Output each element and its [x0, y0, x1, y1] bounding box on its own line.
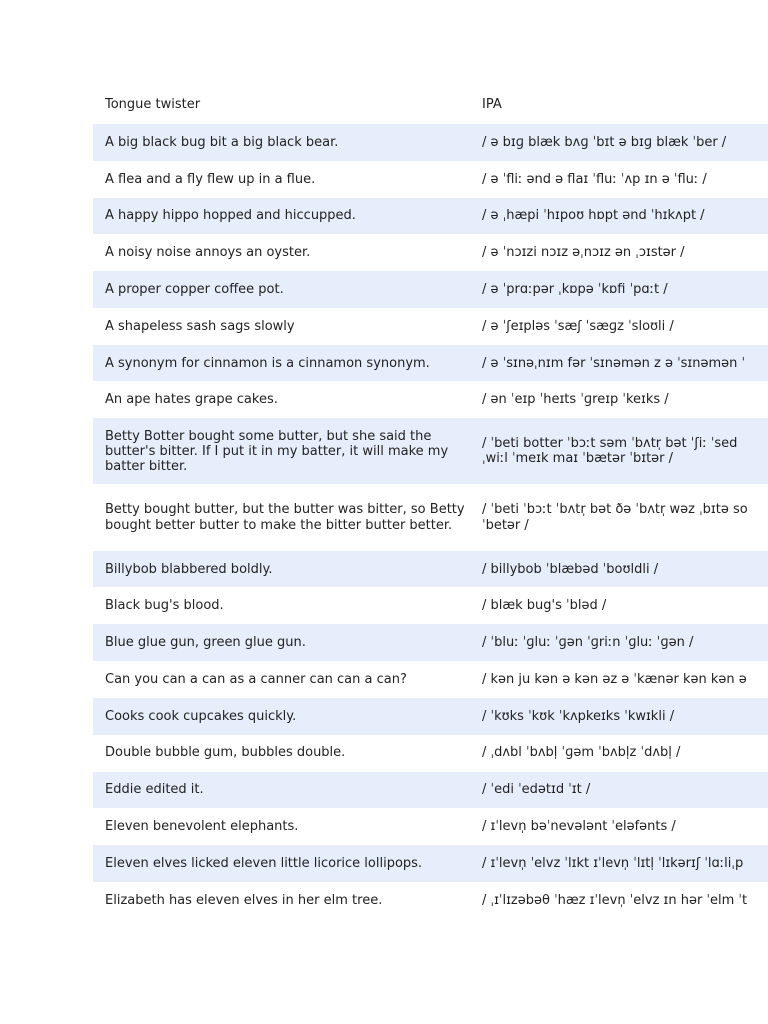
twister-cell: Eddie edited it.: [105, 782, 204, 798]
ipa-cell: / ˈbluː ˈɡluː ˈɡən ˈɡriːn ˈɡluː ˈɡən /: [482, 635, 694, 651]
twister-cell: Blue glue gun, green glue gun.: [105, 635, 306, 651]
twister-cell: Double bubble gum, bubbles double.: [105, 745, 346, 761]
table-row: [93, 735, 768, 772]
ipa-cell: / ˈbeti botter ˈbɔːt səm ˈbʌtr̩ bət ˈʃiː ˈsed ˌwiːl ˈmeɪk maɪ ˈbætər ˈbɪtər /: [482, 436, 738, 467]
ipa-cell: / blæk bug's ˈbləd /: [482, 598, 607, 614]
twister-cell: A proper copper coffee pot.: [105, 282, 284, 297]
ipa-cell: / ən ˈeɪp ˈheɪts ˈɡreɪp ˈkeɪks /: [482, 392, 669, 408]
ipa-cell: / ˌɪˈlɪzəbəθ ˈhæz ɪˈlevn̩ ˈelvz ɪn hər ˈelm ˈt: [482, 892, 748, 908]
ipa-cell: / ɪˈlevn̩ bəˈnevələnt ˈeləfənts /: [482, 818, 676, 834]
table-row: [93, 845, 768, 882]
twister-cell: Eleven benevolent elephants.: [105, 818, 299, 834]
ipa-cell: / ˈkʊks ˈkʊk ˈkʌpkeɪks ˈkwɪkli /: [482, 708, 675, 724]
table-row: [93, 624, 768, 661]
table-row: [93, 588, 768, 625]
table-row: [93, 382, 768, 419]
tongue-twister-table: [93, 86, 768, 919]
ipa-cell: / ə ˈnɔɪzi nɔɪz əˌnɔɪz ən ˌɔɪstər /: [482, 245, 685, 261]
ipa-cell: / ˌdʌbl ˈbʌbl̩ ˈɡəm ˈbʌbl̩z ˈdʌbl̩ /: [482, 745, 681, 761]
ipa-cell: / ə bɪɡ blæk bʌɡ ˈbɪt ə bɪɡ blæk ˈber /: [482, 134, 727, 150]
twister-cell: Cooks cook cupcakes quickly.: [105, 708, 297, 724]
ipa-cell: / ə ˈʃeɪpləs ˈsæʃ ˈsæɡz ˈsloʊli /: [482, 318, 674, 334]
ipa-cell: / ə ˈprɑːpər ˌkɒpə ˈkɒfi ˈpɑːt /: [482, 282, 668, 297]
twister-cell: A happy hippo hopped and hiccupped.: [105, 208, 356, 224]
twister-cell: A shapeless sash sags slowly: [105, 318, 295, 334]
table-row: [93, 485, 768, 551]
twister-cell: Betty Botter bought some butter, but she said the butter's bitter. If I put it in my batter, it will make my batter bitter.: [105, 428, 449, 475]
table-row: [93, 235, 768, 272]
twister-cell: Black bug's blood.: [105, 598, 224, 614]
ipa-cell: / kən ju kən ə kən əz ə ˈkænər kən kən ə: [482, 671, 747, 687]
table-row: [93, 698, 768, 735]
twister-cell: Betty bought butter, but the butter was bitter, so Betty bought better butter to make the bitter butter better.: [105, 502, 465, 533]
table-row: [93, 345, 768, 382]
twister-cell: A synonym for cinnamon is a cinnamon synonym.: [105, 355, 430, 371]
twister-cell: Billybob blabbered boldly.: [105, 561, 273, 577]
twister-cell: Elizabeth has eleven elves in her elm tree.: [105, 892, 383, 908]
twister-cell: An ape hates grape cakes.: [105, 392, 278, 408]
table-row: [93, 271, 768, 308]
table-row: [93, 161, 768, 198]
table-header-row: [93, 86, 768, 124]
ipa-cell: / ə ˌhæpi ˈhɪpoʊ hɒpt ənd ˈhɪkʌpt /: [482, 208, 705, 224]
table-row: [93, 808, 768, 845]
ipa-cell: / billybob ˈblæbəd ˈboʊldli /: [482, 561, 659, 577]
twister-cell: A noisy noise annoys an oyster.: [105, 245, 311, 261]
table-row: [93, 661, 768, 698]
twister-cell: Can you can a can as a canner can can a can?: [105, 671, 407, 687]
ipa-cell: / ə ˈsɪnəˌnɪm fər ˈsɪnəmən z ə ˈsɪnəmən ˈ: [482, 355, 746, 371]
table-row: [93, 198, 768, 235]
ipa-cell: / ə ˈfliː ənd ə flaɪ ˈfluː ˈʌp ɪn ə ˈfluː /: [482, 171, 707, 187]
table-row: [93, 551, 768, 588]
ipa-cell: / ˈedi ˈedətɪd ˈɪt /: [482, 782, 591, 798]
header-ipa: IPA: [482, 97, 502, 113]
ipa-cell: / ɪˈlevn̩ ˈelvz ˈlɪkt ɪˈlevn̩ ˈlɪtl̩ ˈlɪkərɪʃ ˈlɑːliˌp: [482, 855, 744, 871]
ipa-cell: / ˈbeti ˈbɔːt ˈbʌtr̩ bət ðə ˈbʌtr̩ wəz ˌbɪtə so ˈbetər /: [482, 502, 748, 533]
table-row: [93, 882, 768, 919]
twister-cell: A big black bug bit a big black bear.: [105, 134, 339, 150]
table-row: [93, 308, 768, 345]
twister-cell: A flea and a fly flew up in a flue.: [105, 171, 316, 187]
table-row: [93, 124, 768, 161]
table-row: [93, 772, 768, 809]
header-twister: Tongue twister: [105, 97, 201, 113]
table-row: [93, 418, 768, 484]
twister-cell: Eleven elves licked eleven little licorice lollipops.: [105, 855, 423, 871]
